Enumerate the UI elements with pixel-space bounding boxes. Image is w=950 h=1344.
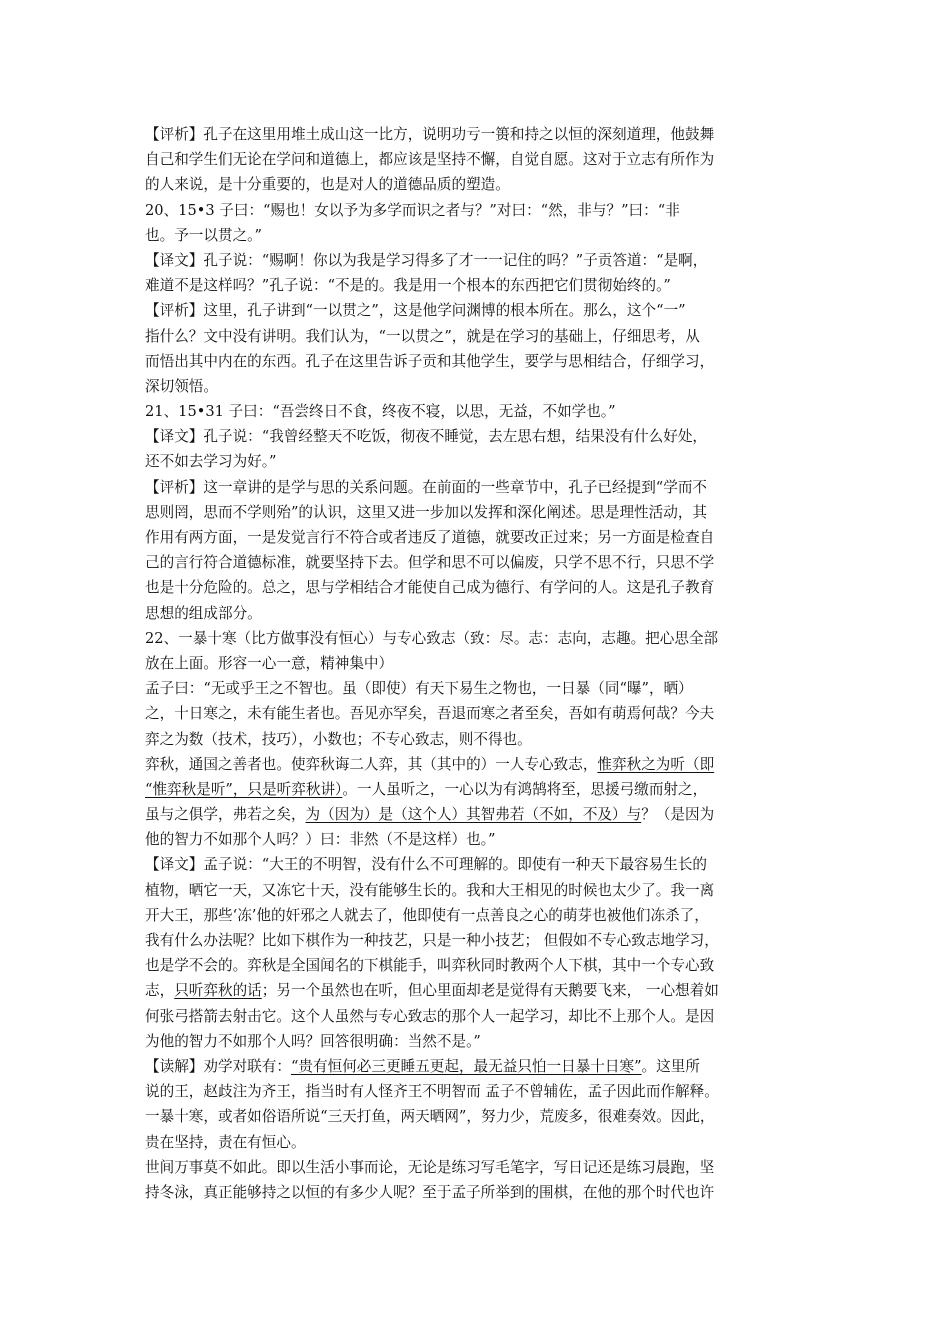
text-line: [145, 424, 805, 449]
text-line: [145, 752, 805, 777]
text-segment: 之，十日寒之，未有能生者也。吾见亦罕矣，吾退而寒之者至矣，吾如有萌焉何哉？今夫: [145, 705, 715, 723]
text-line: [145, 550, 805, 575]
text-segment: 而悟出其中内在的东西。孔子在这里告诉子贡和其他学生，要学与思相结合，仔细学习，: [145, 352, 715, 370]
text-segment: 开大王，那些‘冻’他的奸邪之人就去了，他即使有一点善良之心的萌芽也被他们冻杀了，: [145, 906, 709, 924]
text-segment: 还不如去学习为好。”: [145, 453, 277, 471]
text-segment: 【评析】孔子在这里用堆土成山这一比方，说明功亏一篑和持之以恒的深刻道理，他鼓舞: [145, 126, 715, 143]
text-line: [145, 1004, 805, 1029]
text-line: [145, 399, 805, 424]
text-segment: 【读解】劝学对联有：: [145, 1057, 291, 1075]
underlined-text: 只听弈秋的话: [174, 982, 262, 1000]
text-segment: 21、15•31 子曰：“吾尝终日不食，终夜不寝，以思，无益，不如学也。”: [145, 403, 616, 421]
text-line: [145, 1155, 805, 1180]
text-segment: 。这里所: [641, 1057, 700, 1075]
text-segment: 作用有两方面，一是发觉言行不符合或者违反了道德，就要改正过来；另一方面是检查自: [145, 529, 715, 546]
text-line: [145, 953, 805, 978]
text-line: [145, 449, 805, 474]
text-line: [145, 928, 805, 953]
text-segment: 。一人虽听之，一心以为有鸿鹄将至，思援弓缴而射之，: [342, 780, 708, 798]
text-segment: 世间万事莫不如此。即以生活小事而论，无论是练习写毛笔字，写日记还是练习晨跑，坚: [145, 1158, 715, 1176]
text-line: [145, 1079, 805, 1104]
text-line: [145, 1054, 805, 1079]
text-segment: 何张弓搭箭去射击它。这个人虽然与专心致志的那个人一起学习，却比不上那个人。是因: [145, 1007, 715, 1025]
text-segment: 深切领悟。: [145, 377, 218, 395]
text-segment: 植物，晒它一天，又冻它十天，没有能够生长的。我和大王相见的时候也太少了。我一离: [145, 881, 715, 899]
text-segment: 【译文】孟子说：“大王的不明智，没有什么不可理解的。即使有一种天下最容易生长的: [145, 856, 708, 874]
text-line: [145, 802, 805, 827]
text-line: [145, 878, 805, 903]
text-segment: 放在上面。形容一心一意，精神集中）: [145, 654, 394, 672]
text-line: [145, 1104, 805, 1129]
text-segment: 一暴十寒，或者如俗语所说“三天打鱼，两天晒网”，努力少，荒废多，很难奏效。因此，: [145, 1108, 715, 1126]
text-line: [145, 122, 805, 147]
text-segment: 他的智力不如那个人吗？）曰：非然（不是这样）也。”: [145, 831, 496, 849]
text-line: [145, 147, 805, 172]
document-body: [145, 122, 805, 1205]
text-segment: 【译文】孔子说：“我曾经整天不吃饭，彻夜不睡觉，去左思右想，结果没有什么好处，: [145, 428, 708, 446]
text-line: [145, 651, 805, 676]
text-segment: 的人来说，是十分重要的，也是对人的道德品质的塑造。: [145, 176, 510, 194]
text-segment: 我有什么办法呢？比如下棋作为一种技艺，只是一种小技艺； 但假如不专心致志地学习，: [145, 932, 719, 949]
text-line: [145, 525, 805, 550]
text-line: [145, 601, 805, 626]
text-line: [145, 676, 805, 701]
text-segment: ？（是因为: [641, 806, 715, 824]
underlined-text: “惟弈秋是听”，只是听弈秋讲）: [145, 780, 343, 798]
text-segment: 贵在坚持，责在有恒心。: [145, 1133, 306, 1151]
text-line: [145, 374, 805, 399]
text-line: [145, 273, 805, 298]
text-line: [145, 349, 805, 374]
text-segment: 22、一暴十寒（比方做事没有恒心）与专心致志（致：尽。志：志向，志趣。把心思全部: [145, 629, 719, 647]
text-line: [145, 298, 805, 323]
text-line: [145, 827, 805, 852]
text-segment: 为他的智力不如那个人吗？回答很明确：当然不是。”: [145, 1032, 481, 1050]
text-segment: 弈之为数（技术，技巧），小数也；不专心致志，则不得也。: [145, 730, 532, 748]
text-line: [145, 198, 805, 223]
text-line: [145, 626, 805, 651]
text-line: [145, 500, 805, 525]
text-segment: 虽与之俱学，弗若之矣，: [145, 806, 306, 824]
text-segment: 孟子曰：“无或乎王之不智也。虽（即使）有天下易生之物也，一日暴（同“曝”，晒）: [145, 680, 693, 698]
text-line: [145, 701, 805, 726]
text-segment: 20、15•3 子曰：“赐也！女以予为多学而识之者与？”对曰：“然，非与？”曰：“非: [145, 201, 680, 219]
text-line: [145, 575, 805, 600]
text-line: [145, 248, 805, 273]
text-line: [145, 978, 805, 1003]
text-segment: 思则罔，思而不学则殆”的认识，这里又进一步加以发挥和深化阐述。思是理性活动，其: [145, 503, 708, 521]
text-segment: 也是学不会的。弈秋是全国闻名的下棋能手，叫弈秋同时教两个人下棋，其中一个专心致: [145, 957, 715, 975]
text-line: [145, 1029, 805, 1054]
text-segment: 【评析】这一章讲的是学与思的关系问题。在前面的一些章节中，孔子已经提到“学而不: [145, 478, 708, 496]
underlined-text: 为（因为）是（这个人）其智弗若（不如，不及）与: [305, 806, 642, 824]
underlined-text: 惟弈秋之为听（即: [597, 755, 715, 773]
text-line: [145, 727, 805, 752]
text-segment: 志，: [145, 982, 175, 1000]
text-segment: 也是十分危险的。总之，思与学相结合才能使自己成为德行、有学问的人。这是孔子教育: [145, 579, 715, 597]
text-line: [145, 475, 805, 500]
text-line: [145, 1180, 805, 1205]
text-line: [145, 223, 805, 248]
text-segment: 自己和学生们无论在学问和道德上，都应该是坚持不懈，自觉自愿。这对于立志有所作为: [145, 151, 715, 169]
text-segment: ；另一个虽然也在听，但心里面却老是觉得有天鹅要飞来， 一心想着如: [261, 982, 719, 1000]
text-segment: 持冬泳，真正能够持之以恒的有多少人呢？至于孟子所举到的围棋，在他的那个时代也许: [145, 1183, 715, 1201]
text-line: [145, 324, 805, 349]
text-line: [145, 777, 805, 802]
text-segment: 思想的组成部分。: [145, 604, 262, 622]
text-segment: 己的言行符合道德标准，就要坚持下去。但学和思不可以偏废，只学不思不行，只思不学: [145, 554, 715, 572]
text-segment: 【译文】孔子说：“赐啊！你以为我是学习得多了才一一记住的吗？”子贡答道：“是啊，: [145, 251, 708, 269]
text-segment: 难道不是这样吗？”孔子说：“不是的。我是用一个根本的东西把它们贯彻始终的。”: [145, 277, 671, 295]
text-segment: 【评析】这里，孔子讲到“一以贯之”，这是他学问渊博的根本所在。那么，这个“一”: [145, 302, 686, 320]
text-line: [145, 172, 805, 197]
text-segment: 弈秋，通国之善者也。使弈秋诲二人弈，其（其中的）一人专心致志，: [145, 755, 598, 773]
text-segment: 说的王，赵歧注为齐王，指当时有人怪齐王不明智而 孟子不曾辅佐，孟子因此而作解释。: [145, 1083, 719, 1101]
text-segment: 指什么？文中没有讲明。我们认为，“一以贯之”，就是在学习的基础上，仔细思考，从: [145, 327, 700, 345]
text-segment: 也。予一以贯之。”: [145, 226, 262, 244]
text-line: [145, 903, 805, 928]
text-line: [145, 1130, 805, 1155]
underlined-text: “贵有恒何必三更睡五更起，最无益只怕一日暴十日寒”: [290, 1057, 642, 1075]
text-line: [145, 852, 805, 877]
